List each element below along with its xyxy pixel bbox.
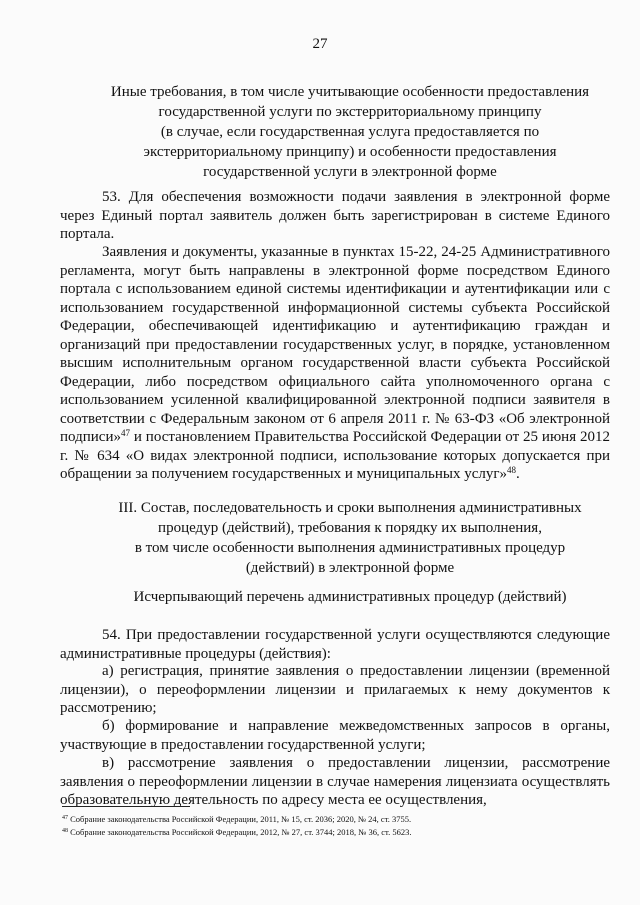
footnote-number: 47: [62, 815, 68, 821]
footnote-text: Собрание законодательства Российской Федерации, 2011, № 15, ст. 2036; 2020, № 24, ст. 3755.: [68, 814, 412, 824]
heading-line: (в случае, если государственная услуга предоставляется по: [160, 124, 540, 140]
paragraph-53-continued: [60, 243, 610, 484]
heading-line: в том числе особенности выполнения административных процедур: [134, 540, 566, 556]
footnote-number: 48: [62, 828, 68, 834]
heading-line: государственной услуги в электронной форме: [203, 164, 497, 180]
heading-line: III. Состав, последовательность и сроки выполнения административных: [118, 500, 582, 516]
paragraph-text: и постановлением Правительства Российской Федерации от 25 июня 2012 г. № 634 «О видах электронной подписи, использование которых допускается при обращении за получением государственных и муниципальных услуг»: [60, 429, 610, 482]
paragraph-text: Заявления и документы, указанные в пунктах 15-22, 24-25 Административного регламента, могут быть направлены в электронной форме посредством Единого портала с использованием единой системы идентификации и аутентификации или с использованием государственной информационной системы субъекта Российской Федерации, обеспечивающей идентификацию и аутентификацию граждан и организаций при предоставлении государственных услуг, в порядке, установленном высшим исполнительным органом государственной власти субъекта Российской Федерации, либо посредством официального сайта уполномоченного органа с использованием усиленной квалифицированной электронной подписи заявителя в соответствии с Федеральным законом от 6 апреля 2011 г. № 63-ФЗ «Об электронной подписи»: [60, 244, 610, 445]
heading-line: Иные требования, в том числе учитывающие особенности предоставления: [110, 84, 590, 100]
footnote-47: [62, 813, 411, 825]
subsection-heading-procedures-list: [90, 587, 610, 607]
footnote-48: [62, 826, 411, 838]
page-number: 27: [312, 36, 328, 52]
paragraph-54: 54. При предоставлении государственной услуги осуществляются следующие административные процедуры (действия):: [60, 627, 610, 662]
paragraph-text: .: [516, 466, 520, 482]
section-heading-other-requirements: [90, 82, 610, 182]
footnote-ref-47: 47: [120, 428, 130, 438]
footnote-separator: [62, 806, 190, 807]
section-heading-iii: [90, 498, 610, 578]
paragraph-53: 53. Для обеспечения возможности подачи заявления в электронной форме через Единый портал заявитель должен быть зарегистрирован в системе Единого портала.: [60, 189, 610, 242]
heading-line: Исчерпывающий перечень административных процедур (действий): [133, 589, 567, 605]
heading-line: (действий) в электронной форме: [245, 560, 455, 576]
heading-line: процедур (действий), требования к порядку их выполнения,: [158, 520, 542, 536]
paragraph-54-a: а) регистрация, принятие заявления о предоставлении лицензии (временной лицензии), о переоформлении лицензии и прилагаемых к нему документов к рассмотрению;: [60, 663, 610, 716]
paragraph-54-b: б) формирование и направление межведомственных запросов в органы, участвующие в предоставлении государственной услуги;: [60, 718, 610, 753]
footnote-text: Собрание законодательства Российской Федерации, 2012, № 27, ст. 3744; 2018, № 36, ст. 5623.: [68, 827, 412, 837]
heading-line: экстерриториальному принципу) и особенности предоставления: [143, 144, 557, 160]
paragraph-54-c: в) рассмотрение заявления о предоставлении лицензии, рассмотрение заявления о переоформлении лицензии в случае намерения лицензиата осуществлять образовательную деятельность по адресу места ее осуществления,: [60, 755, 610, 808]
heading-line: государственной услуги по экстерриториальному принципу: [158, 104, 542, 120]
footnote-ref-48: 48: [507, 465, 517, 475]
